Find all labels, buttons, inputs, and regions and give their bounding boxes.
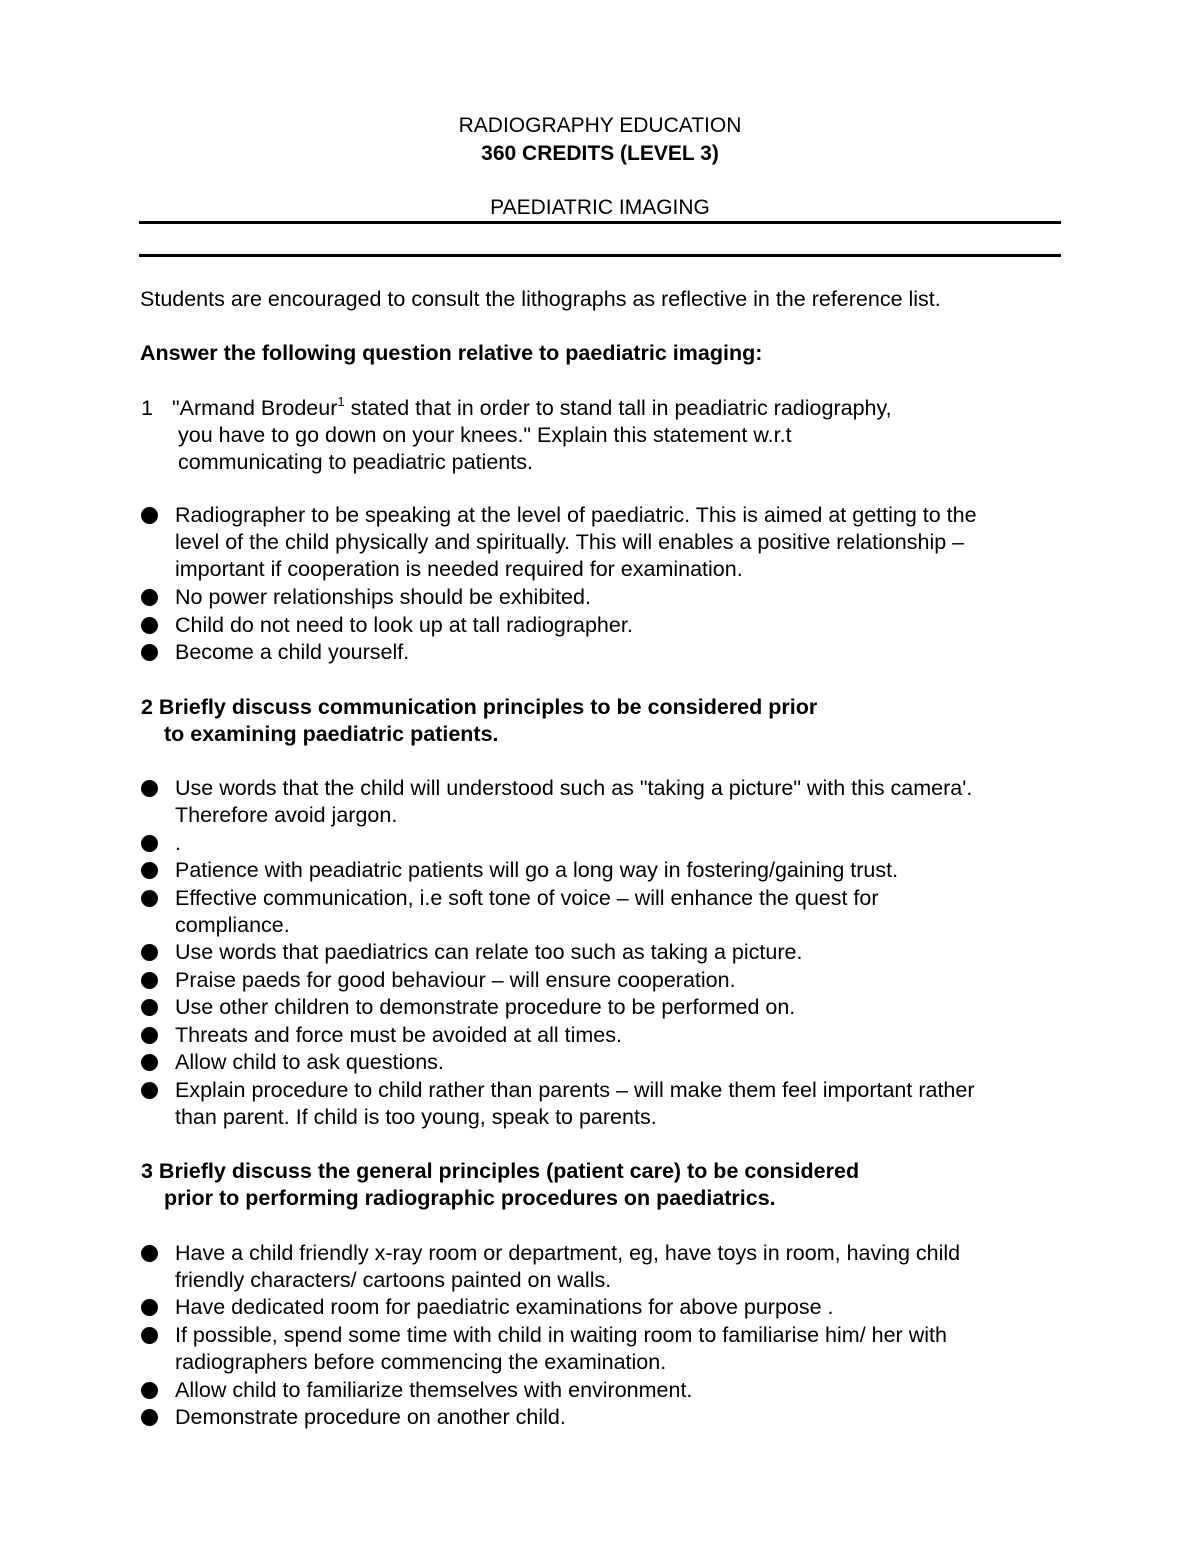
bullet-icon bbox=[141, 972, 158, 989]
q3-heading-line2: prior to performing radiographic procedures on paediatrics. bbox=[164, 1186, 776, 1210]
q1-number: 1 bbox=[141, 396, 153, 420]
subject-title: PAEDIATRIC IMAGING bbox=[490, 196, 710, 219]
q3-bullet-1-line1: Have a child friendly x-ray room or department, eg, have toys in room, having child bbox=[175, 1241, 961, 1265]
bullet-icon bbox=[141, 780, 158, 797]
q2-heading-line1: 2 Briefly discuss communication principles to be considered prior bbox=[141, 695, 818, 719]
bullet-icon bbox=[141, 1382, 158, 1399]
q3-bullet-1-line2: friendly characters/ cartoons painted on walls. bbox=[175, 1268, 612, 1292]
q3-bullet-3-line2: radiographers before commencing the examination. bbox=[175, 1350, 667, 1374]
document-title: RADIOGRAPHY EDUCATION bbox=[458, 114, 742, 137]
q2-bullet-4-line1: Effective communication, i.e soft tone of voice – will enhance the quest for bbox=[175, 886, 879, 910]
bullet-icon bbox=[141, 1082, 158, 1099]
instruction-text: Answer the following question relative to paediatric imaging: bbox=[140, 341, 763, 365]
bullet-icon bbox=[141, 1327, 158, 1344]
q2-bullet-6: Praise paeds for good behaviour – will ensure cooperation. bbox=[175, 968, 736, 992]
bottom-rule bbox=[139, 254, 1061, 257]
bullet-icon bbox=[141, 507, 158, 524]
q1-bullet-3: Child do not need to look up at tall radiographer. bbox=[175, 613, 633, 637]
bullet-icon bbox=[141, 944, 158, 961]
q2-bullet-9: Allow child to ask questions. bbox=[175, 1050, 444, 1074]
bullet-icon bbox=[141, 890, 158, 907]
q2-bullet-10-line1: Explain procedure to child rather than parents – will make them feel important rather bbox=[175, 1078, 975, 1102]
q2-bullet-7: Use other children to demonstrate procedure to be performed on. bbox=[175, 995, 796, 1019]
q2-bullet-5: Use words that paediatrics can relate too such as taking a picture. bbox=[175, 940, 803, 964]
q2-bullet-3: Patience with peadiatric patients will go a long way in fostering/gaining trust. bbox=[175, 858, 899, 882]
bullet-icon bbox=[141, 1027, 158, 1044]
bullet-icon bbox=[141, 644, 158, 661]
q3-bullet-3-line1: If possible, spend some time with child in waiting room to familiarise him/ her with bbox=[175, 1323, 947, 1347]
q2-bullet-1-line2: Therefore avoid jargon. bbox=[175, 803, 398, 827]
q3-bullet-4: Allow child to familiarize themselves with environment. bbox=[175, 1378, 693, 1402]
q1-bullet-2: No power relationships should be exhibited. bbox=[175, 585, 591, 609]
bullet-icon bbox=[141, 1409, 158, 1426]
q2-bullet-8: Threats and force must be avoided at all times. bbox=[175, 1023, 622, 1047]
q1-line2: you have to go down on your knees." Explain this statement w.r.t bbox=[178, 423, 792, 447]
q1-bullet-1-line3: important if cooperation is needed required for examination. bbox=[175, 557, 743, 581]
q1-line1 bbox=[172, 395, 892, 422]
intro-text: Students are encouraged to consult the lithographs as reflective in the reference list. bbox=[140, 287, 941, 311]
q1-line1-b: stated that in order to stand tall in peadiatric radiography, bbox=[344, 396, 892, 420]
q2-bullet-4-line2: compliance. bbox=[175, 913, 290, 937]
q3-bullet-2: Have dedicated room for paediatric examinations for above purpose . bbox=[175, 1295, 834, 1319]
top-rule bbox=[139, 221, 1061, 224]
bullet-icon bbox=[141, 589, 158, 606]
q2-bullet-1-line1: Use words that the child will understood such as "taking a picture" with this camera'. bbox=[175, 776, 973, 800]
bullet-icon bbox=[141, 862, 158, 879]
bullet-icon bbox=[141, 835, 158, 852]
q1-bullet-1-line2: level of the child physically and spiritually. This will enables a positive relationship – bbox=[175, 530, 965, 554]
q3-heading-line1: 3 Briefly discuss the general principles (patient care) to be considered bbox=[141, 1159, 860, 1183]
q2-heading-line2: to examining paediatric patients. bbox=[164, 722, 499, 746]
bullet-icon bbox=[141, 999, 158, 1016]
q2-bullet-2: . bbox=[175, 831, 181, 855]
bullet-icon bbox=[141, 1299, 158, 1316]
q1-bullet-1-line1: Radiographer to be speaking at the level of paediatric. This is aimed at getting to the bbox=[175, 503, 977, 527]
q3-bullet-5: Demonstrate procedure on another child. bbox=[175, 1405, 566, 1429]
footnote-marker: 1 bbox=[337, 394, 345, 409]
q1-bullet-4: Become a child yourself. bbox=[175, 640, 410, 664]
q1-line3: communicating to peadiatric patients. bbox=[178, 450, 533, 474]
bullet-icon bbox=[141, 1245, 158, 1262]
bullet-icon bbox=[141, 1054, 158, 1071]
credits-line: 360 CREDITS (LEVEL 3) bbox=[481, 142, 719, 165]
bullet-icon bbox=[141, 617, 158, 634]
q2-bullet-10-line2: than parent. If child is too young, speak to parents. bbox=[175, 1105, 657, 1129]
q1-line1-a: "Armand Brodeur bbox=[172, 396, 338, 420]
